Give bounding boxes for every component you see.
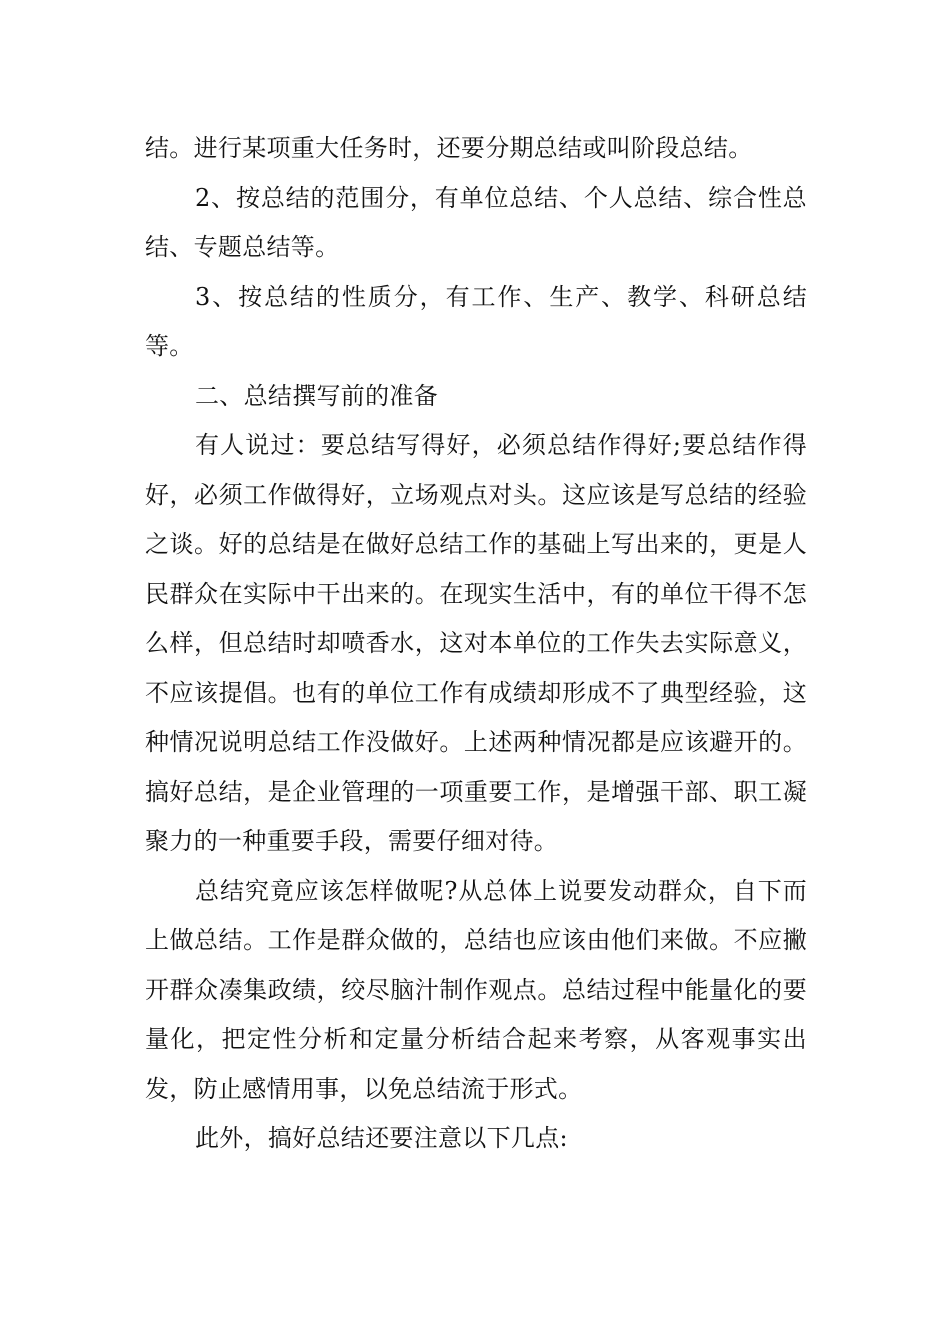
paragraph-nature-classification: 3、按总结的性质分，有工作、生产、教学、科研总结等。 — [145, 282, 807, 360]
document-body — [145, 124, 807, 1164]
paragraph-continuation: 结。进行某项重大任务时，还要分期总结或叫阶段总结。 — [145, 134, 753, 162]
paragraph-additional-points: 此外，搞好总结还要注意以下几点: — [195, 1124, 568, 1152]
paragraph-scope-classification: 2、按总结的范围分，有单位总结、个人总结、综合性总结、专题总结等。 — [145, 183, 807, 261]
section-heading-preparation: 二、总结撰写前的准备 — [195, 381, 438, 410]
paragraph-preparation-body: 有人说过：要总结写得好，必须总结作得好;要总结作得好，必须工作做得好，立场观点对头。这应该是写总结的经验之谈。好的总结是在做好总结工作的基础上写出来的，更是人民群众在实际中干出来的。在现实生活中，有的单位干得不怎么样，但总结时却喷香水，这对本单位的工作失去实际意义，不应该提倡。也有的单位工作有成绩却形成不了典型经验，这种情况说明总结工作没做好。上述两种情况都是应该避开的。搞好总结，是企业管理的一项重要工作，是增强干部、职工凝聚力的一种重要手段，需要仔细对待。 — [145, 431, 807, 855]
paragraph-how-to-summarize: 总结究竟应该怎样做呢?从总体上说要发动群众，自下而上做总结。工作是群众做的，总结也应该由他们来做。不应撇开群众凑集政绩，绞尽脑汁制作观点。总结过程中能量化的要量化，把定性分析和定量分析结合起来考察，从客观事实出发，防止感情用事，以免总结流于形式。 — [145, 876, 807, 1103]
